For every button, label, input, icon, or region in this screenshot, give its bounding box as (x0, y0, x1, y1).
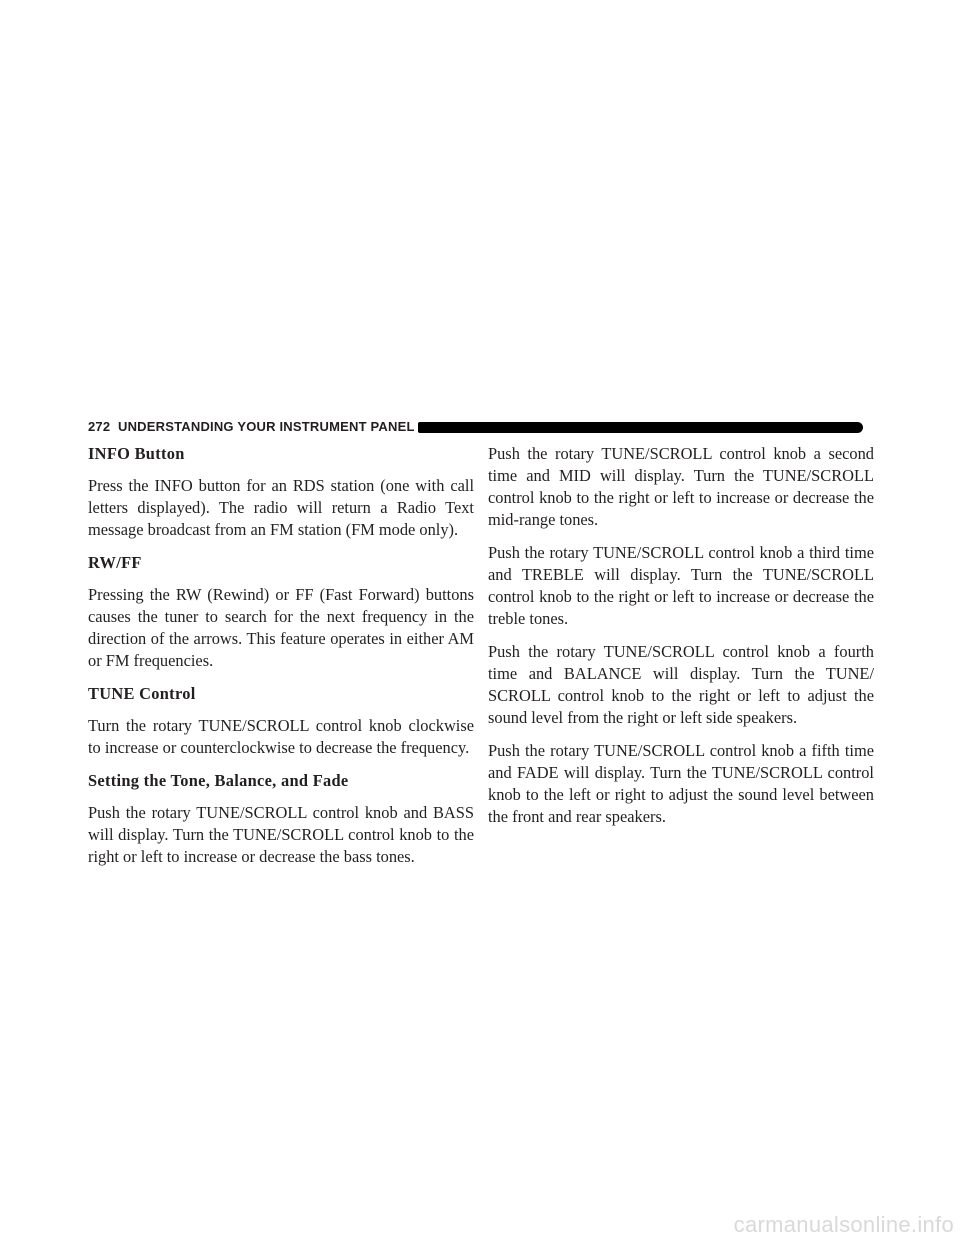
paragraph-rw-ff: Pressing the RW (Rewind) or FF (Fast Forward) buttons causes the tuner to search for the next frequency in the direction of the arrows. This feature operates in either AM or FM frequencies. (88, 585, 474, 670)
paragraph-mid: Push the rotary TUNE/SCROLL control knob a second time and MID will display. Turn the TUNE/SCROLL control knob to the right or left to increase or decrease the mid-range tones. (488, 444, 874, 529)
section-title: UNDERSTANDING YOUR INSTRUMENT PANEL (118, 419, 415, 434)
heading-rw-ff: RW/FF (88, 553, 142, 572)
heading-tone-balance-fade: Setting the Tone, Balance, and Fade (88, 771, 349, 790)
paragraph-treble: Push the rotary TUNE/SCROLL control knob a third time and TREBLE will display. Turn the TUNE/SCROLL control knob to the right or left to increase or decrease the treble tones. (488, 543, 874, 628)
paragraph-fade: Push the rotary TUNE/SCROLL control knob a fifth time and FADE will display. Turn the TUNE/SCROLL control knob to the left or right to adjust the sound level between the front and rear speakers. (488, 741, 874, 826)
page-number: 272 (88, 419, 111, 434)
left-column (88, 443, 474, 879)
heading-info-button: INFO Button (88, 444, 185, 463)
paragraph-bass: Push the rotary TUNE/SCROLL control knob and BASS will display. Turn the TUNE/SCROLL control knob to the right or left to increase or decrease the bass tones. (88, 803, 474, 866)
right-column (488, 443, 874, 839)
paragraph-tune-control: Turn the rotary TUNE/SCROLL control knob clockwise to increase or counterclockwise to decrease the frequency. (88, 716, 474, 757)
paragraph-balance: Push the rotary TUNE/SCROLL control knob a fourth time and BALANCE will display. Turn the TUNE/ SCROLL control knob to the right or left to adjust the sound level from the right or left side speakers. (488, 642, 874, 727)
paragraph-info-button: Press the INFO button for an RDS station (one with call letters displayed). The radio will return a Radio Text message broadcast from an FM station (FM mode only). (88, 476, 474, 539)
header-rule-bar (418, 422, 863, 433)
page-header (88, 418, 863, 438)
watermark: carmanualsonline.info (733, 1212, 954, 1237)
heading-tune-control: TUNE Control (88, 684, 196, 703)
